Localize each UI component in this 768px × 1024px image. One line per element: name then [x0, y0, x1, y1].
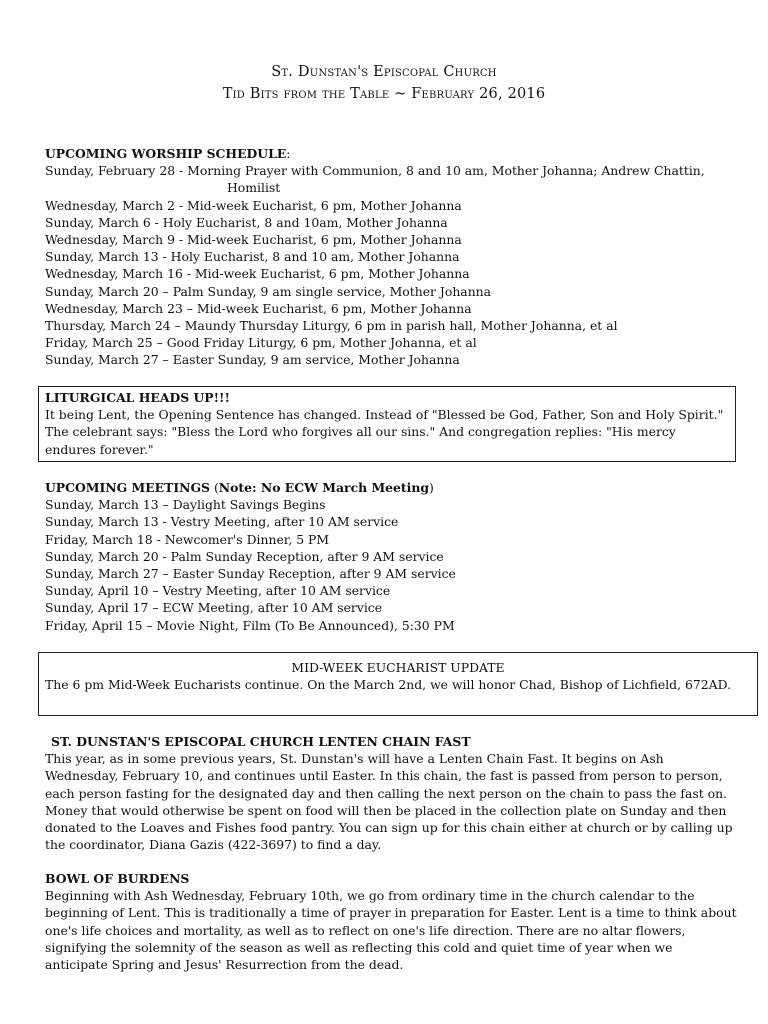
liturgical-body: It being Lent, the Opening Sentence has changed. Instead of "Blessed be God, Father, Son and Holy Spirit." The celebrant says: "Bless the Lord who forgives all our sins." And congregation replies: "His mercy endures forever."	[45, 407, 724, 457]
worship-item: Sunday, March 27 – Easter Sunday, 9 am service, Mother Johanna	[45, 352, 460, 368]
worship-schedule-section	[45, 145, 735, 369]
burdens-section	[45, 870, 737, 973]
meeting-item: Friday, April 15 – Movie Night, Film (To Be Announced), 5:30 PM	[45, 617, 455, 633]
liturgical-heading: LITURGICAL HEADS UP!!!	[45, 390, 230, 405]
meetings-note: Note: No ECW March Meeting	[218, 480, 430, 495]
worship-heading-colon: :	[286, 146, 291, 161]
meetings-heading: UPCOMING MEETINGS	[45, 480, 210, 495]
worship-item: Wednesday, March 23 – Mid-week Eucharist, 6 pm, Mother Johanna	[45, 300, 472, 316]
church-name-title: St. Dunstan's Episcopal Church	[271, 64, 497, 80]
worship-item: Sunday, February 28 - Morning Prayer with Communion, 8 and 10 am, Mother Johanna; Andrew Chattin,	[45, 163, 705, 179]
meeting-item: Sunday, March 27 – Easter Sunday Reception, after 9 AM service	[45, 566, 456, 582]
burdens-body: Beginning with Ash Wednesday, February 10th, we go from ordinary time in the church calendar to the beginning of Lent. This is traditionally a time of prayer in preparation for Easter. Lent is a time to think about one's life choices and mortality, as well as to reflect on one's life direction. There are no altar flowers, signifying the solemnity of the season as well as reflecting this cold and quiet time of year when we anticipate Spring and Jesus' Resurrection from the dead.	[45, 888, 737, 973]
worship-item-continued: Homilist	[227, 180, 281, 196]
worship-item: Wednesday, March 2 - Mid-week Eucharist, 6 pm, Mother Johanna	[45, 197, 462, 213]
meetings-section	[45, 479, 735, 634]
worship-heading: UPCOMING WORSHIP SCHEDULE	[45, 146, 287, 161]
midweek-box	[38, 652, 758, 716]
meetings-note-close: )	[429, 480, 434, 495]
burdens-heading: BOWL OF BURDENS	[45, 871, 190, 886]
worship-item: Sunday, March 6 - Holy Eucharist, 8 and 10am, Mother Johanna	[45, 214, 448, 230]
meeting-item: Sunday, April 17 – ECW Meeting, after 10 AM service	[45, 600, 383, 616]
lenten-section	[45, 733, 737, 853]
meeting-item: Sunday, March 13 - Vestry Meeting, after 10 AM service	[45, 514, 399, 530]
meeting-item: Friday, March 18 - Newcomer's Dinner, 5 PM	[45, 531, 330, 547]
worship-item: Friday, March 25 – Good Friday Liturgy, 6 pm, Mother Johanna, et al	[45, 335, 477, 351]
meeting-item: Sunday, April 10 – Vestry Meeting, after 10 AM service	[45, 583, 391, 599]
worship-item: Wednesday, March 16 - Mid-week Eucharist, 6 pm, Mother Johanna	[45, 266, 470, 282]
newsletter-date-title: Tid Bits from the Table ~ February 26, 2016	[222, 86, 546, 102]
midweek-body: The 6 pm Mid-Week Eucharists continue. On the March 2nd, we will honor Chad, Bishop of Lichfield, 672AD.	[45, 677, 732, 693]
worship-item: Sunday, March 20 – Palm Sunday, 9 am single service, Mother Johanna	[45, 283, 492, 299]
worship-item: Thursday, March 24 – Maundy Thursday Liturgy, 6 pm in parish hall, Mother Johanna, et al	[45, 318, 618, 334]
meeting-item: Sunday, March 20 - Palm Sunday Reception, after 9 AM service	[45, 548, 444, 564]
lenten-heading: ST. DUNSTAN'S EPISCOPAL CHURCH LENTEN CHAIN FAST	[51, 734, 471, 749]
worship-item: Wednesday, March 9 - Mid-week Eucharist, 6 pm, Mother Johanna	[45, 232, 462, 248]
meeting-item: Sunday, March 13 – Daylight Savings Begins	[45, 497, 326, 513]
liturgical-box	[38, 386, 736, 462]
meetings-note-open: (	[210, 480, 219, 495]
midweek-heading: MID-WEEK EUCHARIST UPDATE	[291, 660, 505, 675]
worship-item: Sunday, March 13 - Holy Eucharist, 8 and 10 am, Mother Johanna	[45, 249, 460, 265]
lenten-body: This year, as in some previous years, St. Dunstan's will have a Lenten Chain Fast. It begins on Ash Wednesday, February 10, and continues until Easter. In this chain, the fast is passed from person to person, each person fasting for the designated day and then calling the next person on the chain to pass the fast on. Money that would otherwise be spent on food will then be placed in the collection plate on Sunday and then donated to the Loaves and Fishes food pantry. You can sign up for this chain either at church or by calling up the coordinator, Diana Gazis (422-3697) to find a day.	[45, 751, 733, 853]
